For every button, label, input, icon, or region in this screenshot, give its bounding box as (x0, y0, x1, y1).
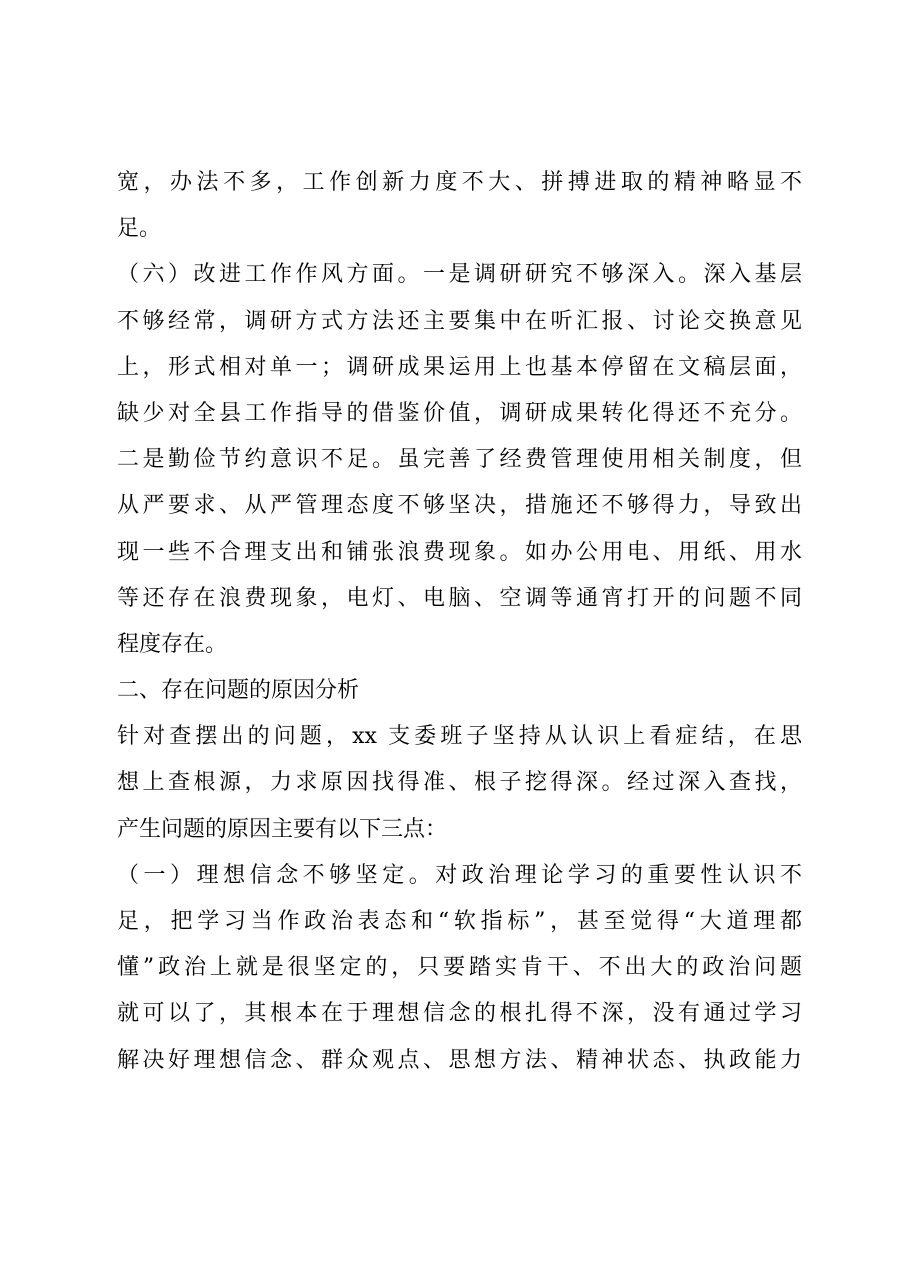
text-line: 二、存在问题的原因分析 (117, 678, 360, 704)
text-line: 上，形式相对单一；调研成果运用上也基本停留在文稿层面， (117, 354, 802, 380)
text-line: 从严要求、从严管理态度不够坚决，措施还不够得力，导致出 (117, 493, 802, 519)
text-line: 解决好理想信念、群众观点、思想方法、精神状态、执政能力 (117, 1047, 802, 1073)
text-line: 现一些不合理支出和铺张浪费现象。如办公用电、用纸、用水 (117, 539, 802, 565)
text-line: 就可以了，其根本在于理想信念的根扎得不深，没有通过学习 (117, 1001, 802, 1027)
text-line: 懂”政治上就是很坚定的，只要踏实肯干、不出大的政治问题 (117, 955, 802, 981)
text-line: 缺少对全县工作指导的借鉴价值，调研成果转化得还不充分。 (117, 400, 802, 426)
document-body (117, 160, 802, 1084)
text-line: 二是勤俭节约意识不足。虽完善了经费管理使用相关制度，但 (117, 447, 802, 473)
text-line: 针对查摆出的问题，xx 支委班子坚持从认识上看症结，在思 (117, 724, 802, 750)
text-line: 产生问题的原因主要有以下三点： (117, 816, 448, 842)
text-line: 足，把学习当作政治表态和“软指标”，甚至觉得“大道理都 (117, 909, 802, 934)
text-line: （一）理想信念不够坚定。对政治理论学习的重要性认识不 (117, 862, 802, 888)
text-line: 足。 (117, 216, 162, 242)
text-line: 想上查根源，力求原因找得准、根子挖得深。经过深入查找， (117, 770, 802, 796)
text-line: 等还存在浪费现象，电灯、电脑、空调等通宵打开的问题不同 (117, 585, 802, 611)
text-line: 程度存在。 (117, 631, 228, 657)
text-line: 宽，办法不多，工作创新力度不大、拼搏进取的精神略显不 (117, 170, 802, 195)
text-line: （六）改进工作作风方面。一是调研研究不够深入。深入基层 (117, 262, 802, 288)
text-line: 不够经常，调研方式方法还主要集中在听汇报、讨论交换意见 (117, 308, 802, 334)
